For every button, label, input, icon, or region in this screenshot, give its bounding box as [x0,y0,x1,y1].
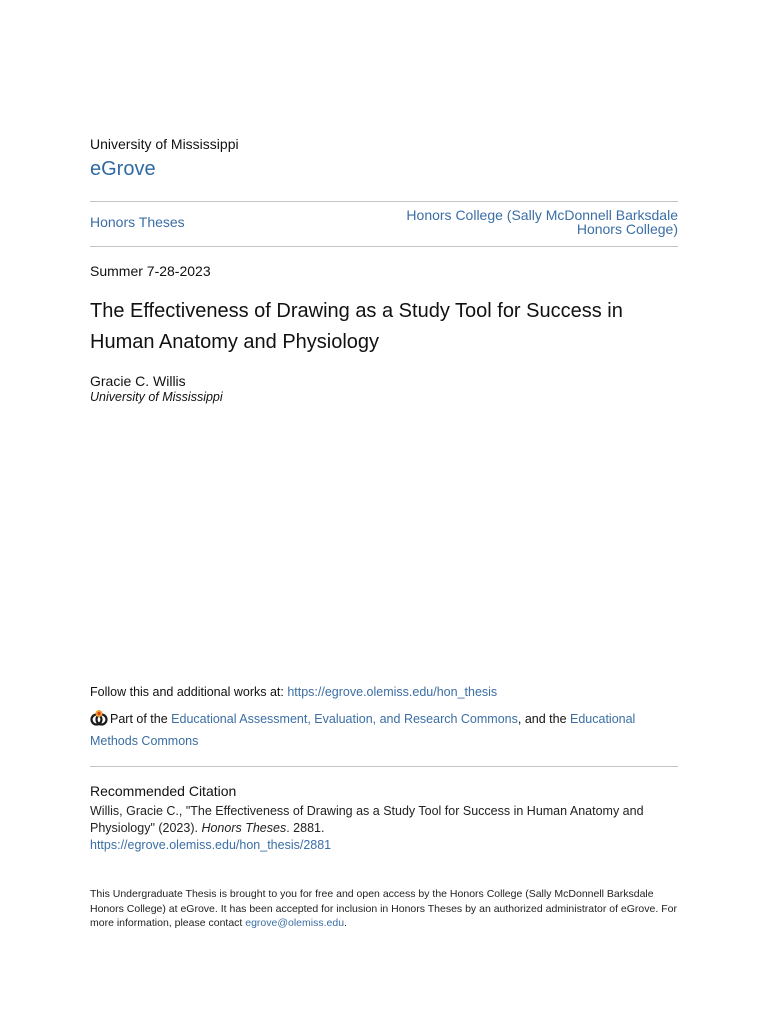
document-title: The Effectiveness of Drawing as a Study Tool for Success in Human Anatomy and Physiology [90,300,623,353]
author-affiliation: University of Mississippi [90,390,223,404]
citation-number: . 2881. [286,821,325,835]
notice-text: This Undergraduate Thesis is brought to you for free and open access by the Honors College (Sally McDonnell Barksdale Honors College) at eGrove. It has been accepted for inclusion in Honors Theses by an authorized administrator of eGrove. For more information, please contact [90,888,677,929]
notice-end: . [344,917,347,929]
disciplines-prefix: Part of the [110,712,172,726]
citation-journal: Honors Theses [201,821,287,835]
department-link[interactable]: Honors College (Sally McDonnell Barksdale Honors College) [406,207,678,237]
follow-line [90,685,497,699]
access-notice [90,887,678,931]
contact-email-link[interactable]: egrove@olemiss.edu [245,917,345,929]
cover-page [90,0,678,1024]
commons-link-assessment[interactable]: Educational Assessment, Evaluation, and Research Commons [171,712,518,726]
series-link[interactable]: Honors Theses [90,214,185,230]
commons-icon [90,709,108,727]
citation-url-link[interactable]: https://egrove.olemiss.edu/hon_thesis/2881 [90,838,332,852]
author-name: Gracie C. Willis [90,373,186,389]
citation-block [90,803,678,854]
citation-heading: Recommended Citation [90,783,237,799]
repository-link[interactable]: eGrove [90,158,156,180]
disciplines-line [90,708,678,752]
collection-divider [90,246,678,247]
commons-link-methods[interactable]: Educational Methods Commons [90,712,636,748]
institution-name: University of Mississippi [90,136,239,152]
follow-url-link[interactable]: https://egrove.olemiss.edu/hon_thesis [287,685,498,699]
citation-divider [90,766,678,767]
top-divider [90,201,678,202]
follow-label: Follow this and additional works at: [90,685,288,699]
disciplines-separator: , and the [517,712,570,726]
citation-text: Willis, Gracie C., "The Effectiveness of Drawing as a Study Tool for Success in Human Anatomy and Physiology" (2023). [90,804,644,835]
publication-date: Summer 7-28-2023 [90,263,211,279]
